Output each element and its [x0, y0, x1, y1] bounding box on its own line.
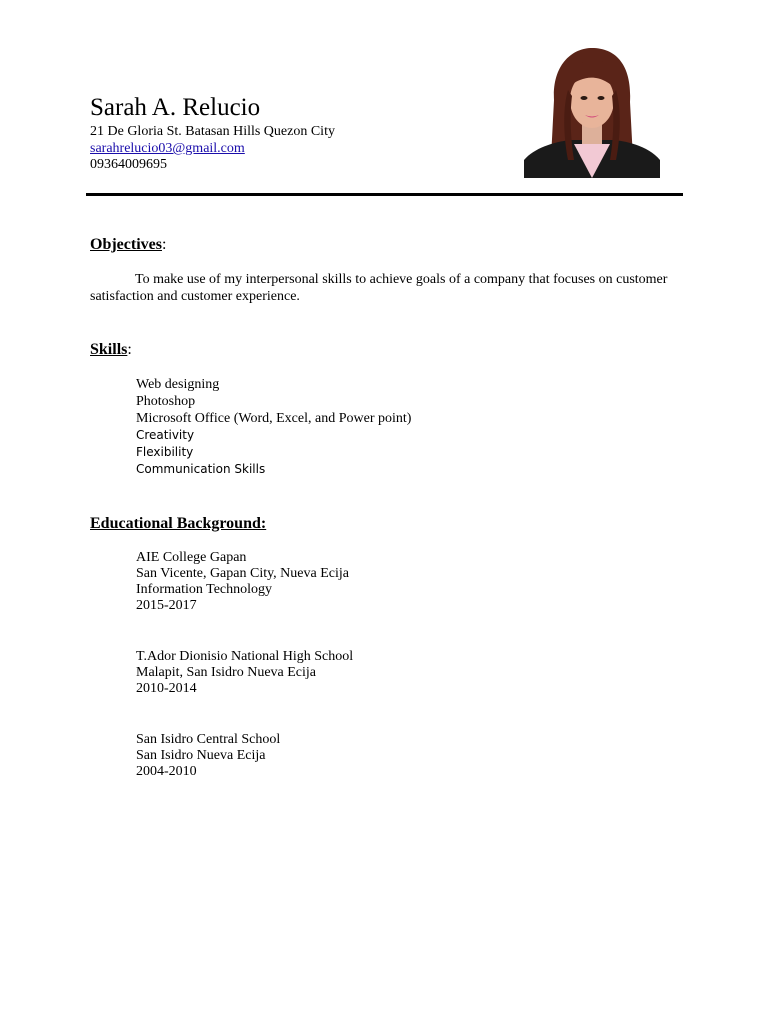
skills-list — [136, 376, 411, 478]
school-name: T.Ador Dionisio National High School — [136, 649, 354, 664]
education-heading — [90, 514, 266, 533]
education-entry-elementary — [136, 732, 280, 780]
skill-item: Photoshop — [136, 394, 196, 409]
education-entry-highschool — [136, 649, 353, 697]
skill-item: Web designing — [136, 377, 220, 392]
address-line: 21 De Gloria St. Batasan Hills Quezon City — [90, 124, 335, 139]
skill-item: Microsoft Office (Word, Excel, and Power point) — [136, 411, 412, 426]
education-heading-text: Educational Background: — [90, 515, 267, 532]
school-location: Malapit, San Isidro Nueva Ecija — [136, 665, 317, 680]
school-location: San Isidro Nueva Ecija — [136, 748, 266, 763]
objectives-heading — [90, 235, 166, 254]
school-years: 2004-2010 — [136, 764, 197, 779]
skills-heading — [90, 340, 132, 359]
candidate-name: Sarah A. Relucio — [90, 94, 261, 121]
school-years: 2010-2014 — [136, 681, 197, 696]
header-divider — [86, 193, 683, 196]
skill-item: Creativity — [136, 428, 195, 442]
profile-photo — [524, 40, 660, 178]
objectives-heading-text: Objectives — [90, 236, 162, 253]
skill-item: Flexibility — [136, 445, 194, 459]
objectives-heading-colon: : — [161, 236, 167, 253]
profile-photo-illustration — [524, 40, 660, 178]
skills-heading-text: Skills — [90, 341, 128, 358]
school-location: San Vicente, Gapan City, Nueva Ecija — [136, 566, 349, 581]
education-entry-college — [136, 550, 349, 614]
school-name: AIE College Gapan — [136, 550, 247, 565]
school-years: 2015-2017 — [136, 598, 197, 613]
school-program: Information Technology — [136, 582, 273, 597]
skill-item: Communication Skills — [136, 462, 266, 476]
email-link[interactable]: sarahrelucio03@gmail.com — [90, 141, 245, 156]
objective-paragraph: To make use of my interpersonal skills to achieve goals of a company that focuses on customer satisfaction and customer experience. — [90, 272, 668, 304]
skills-heading-colon: : — [127, 341, 132, 358]
school-name: San Isidro Central School — [136, 732, 281, 747]
phone-number: 09364009695 — [90, 157, 167, 172]
